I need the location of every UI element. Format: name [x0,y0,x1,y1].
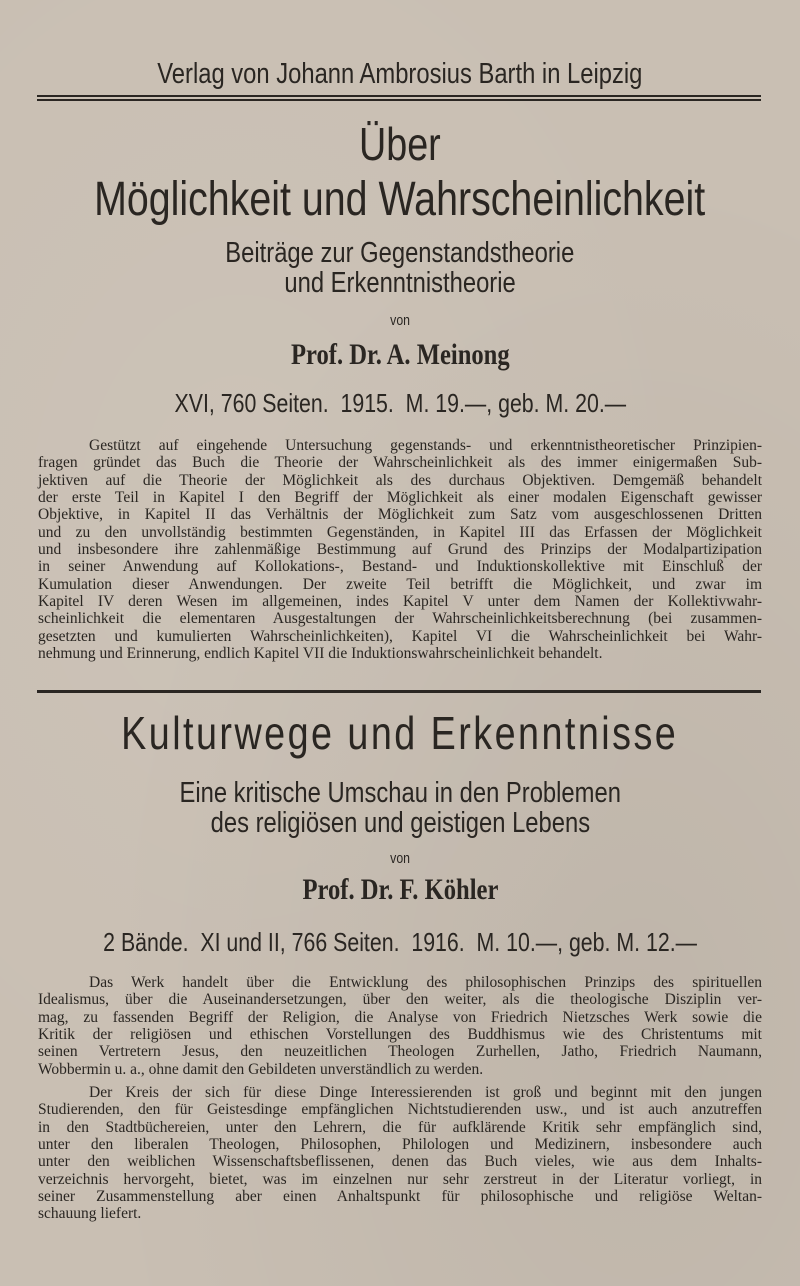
book1-subtitle-line1 [0,237,800,270]
text-line: in den Stadtbüchereien, unter den Lehrern, die für aufklärende Kritik sehr empfänglich sind, [38,1118,762,1136]
book1-title-line1 [0,117,800,171]
book2-subtitle-text1: Eine kritische Umschau in den Problemen [179,777,621,809]
text-line: schauung liefert. [38,1205,142,1223]
book1-description [38,437,762,662]
book2-details-text: 2 Bände. XI und II, 766 Seiten. 1916. M. 10.—, geb. M. 12.— [103,927,697,957]
text-line: unter den weiblichen Wissenschaftsbeflissenen, denen das Buch vieles, wie aus dem Inhalts- [38,1153,762,1171]
text-line: Kumulation dieser Anwendungen. Der zweite Teil betrifft die Möglichkeit, und zwar im [38,575,762,593]
book1-by-text: von [390,312,410,329]
book1-details [0,388,800,419]
book2-by-text: von [390,850,410,867]
text-line: Der Kreis der sich für diese Dinge Interessierenden ist groß und beginnt mit den jungen [89,1084,762,1101]
book2-author-text: Prof. Dr. F. Köhler [302,873,498,906]
text-line: in seiner Anwendung auf Kollokations-, Bestand- und Induktionskollektive mit Einschluß der [38,558,762,576]
text-line: Gestützt auf eingehende Untersuchung gegenstands- und erkenntnistheoretischer Prinzipien- [89,437,762,454]
double-rule-top [37,95,761,97]
book1-title-line2 [0,172,800,227]
book1-title-text1: Über [359,118,441,170]
book1-details-text: XVI, 760 Seiten. 1915. M. 19.—, geb. M. 20.— [174,388,626,418]
book1-subtitle-text1: Beiträge zur Gegenstandstheorie [225,237,575,269]
text-line: nehmung und Erinnerung, endlich Kapitel VII die Induktionswahrscheinlichkeit behandelt. [38,645,603,663]
book1-by [0,312,800,329]
book2-subtitle-line2 [0,807,800,840]
book2-author [0,873,800,907]
book2-description-2 [38,1084,762,1223]
text-line: fragen gründet das Buch die Theorie der Wahrscheinlichkeit als des immer einigermaßen Sub- [38,454,762,472]
text-line: gesetzten und kumulierten Wahrscheinlichkeiten), Kapitel VI die Wahrscheinlichkeit bei Wahr- [38,627,762,645]
publisher-text: Verlag von Johann Ambrosius Barth in Leipzig [157,58,643,90]
book2-by [0,850,800,867]
text-line: Objektive, in Kapitel II das Verhältnis der Möglichkeit zum Satz vom ausgeschlossenen Dritten [38,506,762,524]
book1-author [0,338,800,372]
book2-title [0,706,800,760]
text-line: der erste Teil in Kapitel I den Begriff der Möglichkeit als einer modalen Eigenschaft gewisser [38,489,762,507]
book2-subtitle-line1 [0,777,800,810]
text-line: und insbesondere ihre zahlenmäßige Bestimmung auf Grund des Prinzips der Modalpartizipation [38,541,762,559]
double-rule-bottom [37,99,761,101]
text-line: jektiven auf die Theorie der Möglichkeit als des durchaus Objektiven. Demgemäß behandelt [38,471,762,489]
book1-title-text2: Möglichkeit und Wahrscheinlichkeit [94,173,706,226]
section-divider [37,690,761,693]
text-line: Wobbermin u. a., ohne damit den Gebildeten unverständlich zu werden. [38,1060,484,1078]
text-line: Das Werk handelt über die Entwicklung des philosophischen Prinzips des spirituellen [89,974,762,991]
text-line: Kapitel IV deren Wesen im allgemeinen, indes Kapitel V unter dem Namen der Kollektivwahr- [38,593,762,611]
text-line: und zu den unvollständig bestimmten Gegenständen, in Kapitel III das Erfassen der Möglichkeit [38,523,762,541]
text-line: verzeichnis hervorgeht, bietet, was im einzelnen nur sehr zerstreut in der Literatur vorliegt, in [38,1170,762,1188]
book2-description [38,974,762,1078]
text-line: Idealismus, über die Auseinandersetzungen, über den weiter, als die theologische Disziplin ver- [38,991,762,1009]
text-line: unter den liberalen Theologen, Philosophen, Philologen und Medizinern, insbesondere auch [38,1136,762,1154]
text-line: Studierenden, den für Geistesdinge empfänglichen Nichtstudierenden usw., und ist auch anzutreffen [38,1101,762,1119]
publisher-heading [0,58,800,91]
text-line: seiner Zusammenstellung aber einen Anhaltspunkt für philosophische und religiöse Weltan- [38,1188,762,1206]
text-line: Kritik der religiösen und ethischen Vorstellungen des Buddhismus wie des Christentums mit [38,1026,762,1044]
text-line: scheinlichkeit die elementaren Ausgestaltungen der Wahrscheinlichkeitsberechnung (bei zusammen- [38,610,762,628]
book1-author-text: Prof. Dr. A. Meinong [290,338,510,371]
book1-subtitle-text2: und Erkenntnistheorie [284,267,516,299]
book2-details [0,927,800,958]
text-line: seinen Vertretern Jesus, den neuzeitlichen Theologen Zurhellen, Jatho, Friedrich Naumann, [38,1043,762,1061]
book2-title-text: Kulturwege und Erkenntnisse [121,707,679,759]
text-line: mag, zu fassenden Begriff der Religion, die Analyse von Friedrich Nietzsches Werk sowie die [38,1008,762,1026]
book2-subtitle-text2: des religiösen und geistigen Lebens [210,807,590,839]
book1-subtitle-line2 [0,267,800,300]
